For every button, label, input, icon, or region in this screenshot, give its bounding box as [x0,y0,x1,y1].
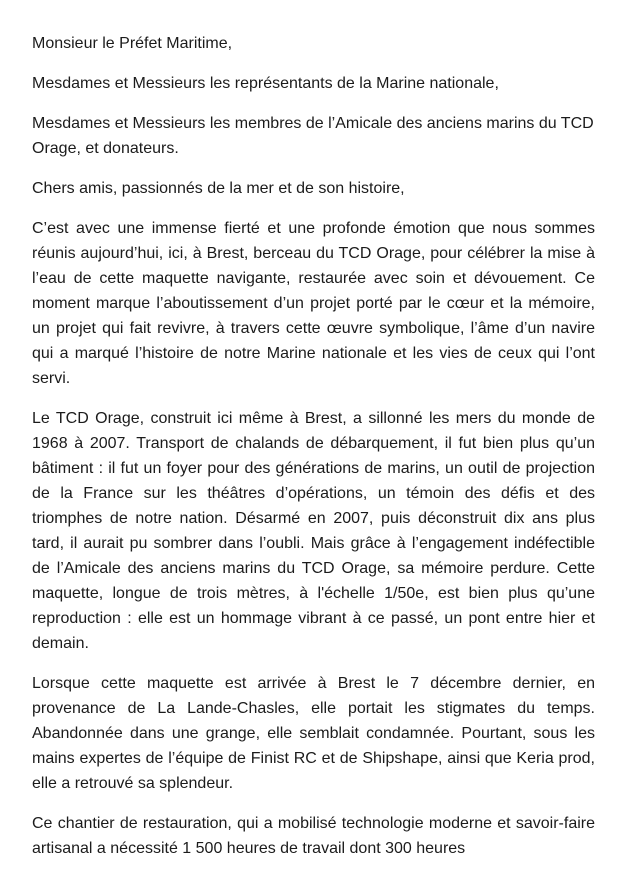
paragraph-histoire-tcd-orage: Le TCD Orage, construit ici même à Brest, a sillonné les mers du monde de 1968 à 2007. Transport de chalands de débarquement, il fut bien plus qu’un bâtiment : il fut un foyer pour des générations de marins, un outil de projection de la France sur les théâtres d’opérations, un témoin des défis et des triomphes de notre nation. Désarmé en 2007, puis déconstruit dix ans plus tard, il aurait pu sombrer dans l’oubli. Mais grâce à l’engagement indéfectible de l’Amicale des anciens marins du TCD Orage, sa mémoire perdure. Cette maquette, longue de trois mètres, à l'échelle 1/50e, est bien plus qu’une reproduction : elle est un hommage vibrant à ce passé, un pont entre hier et demain. [32,410,595,652]
salutation-marine-nationale: Mesdames et Messieurs les représentants de la Marine nationale, [32,75,499,92]
salutation-amicale-anciens-marins: Mesdames et Messieurs les membres de l’Amicale des anciens marins du TCD Orage, et donateurs. [32,115,594,157]
salutation-prefet-maritime: Monsieur le Préfet Maritime, [32,35,233,52]
paragraph-introduction-fierte: C’est avec une immense fierté et une profonde émotion que nous sommes réunis aujourd’hui, ici, à Brest, berceau du TCD Orage, pour célébrer la mise à l’eau de cette maquette navigante, restaurée avec soin et dévouement. Ce moment marque l’aboutissement d’un projet porté par le cœur et la mémoire, un projet qui fait revivre, à travers cette œuvre symbolique, l’âme d’un navire qui a marqué l’histoire de notre Marine nationale et les vies de ceux qui l’ont servi. [32,220,595,387]
salutation-chers-amis: Chers amis, passionnés de la mer et de son histoire, [32,180,405,197]
paragraph-chantier-restauration: Ce chantier de restauration, qui a mobilisé technologie moderne et savoir-faire artisanal a nécessité 1 500 heures de travail dont 300 heures [32,815,595,857]
paragraph-arrivee-maquette-brest: Lorsque cette maquette est arrivée à Brest le 7 décembre dernier, en provenance de La Lande-Chasles, elle portait les stigmates du temps. Abandonnée dans une grange, elle semblait condamnée. Pourtant, sous les mains expertes de l’équipe de Finist RC et de Shipshape, ainsi que Keria prod, elle a retrouvé sa splendeur. [32,675,595,792]
